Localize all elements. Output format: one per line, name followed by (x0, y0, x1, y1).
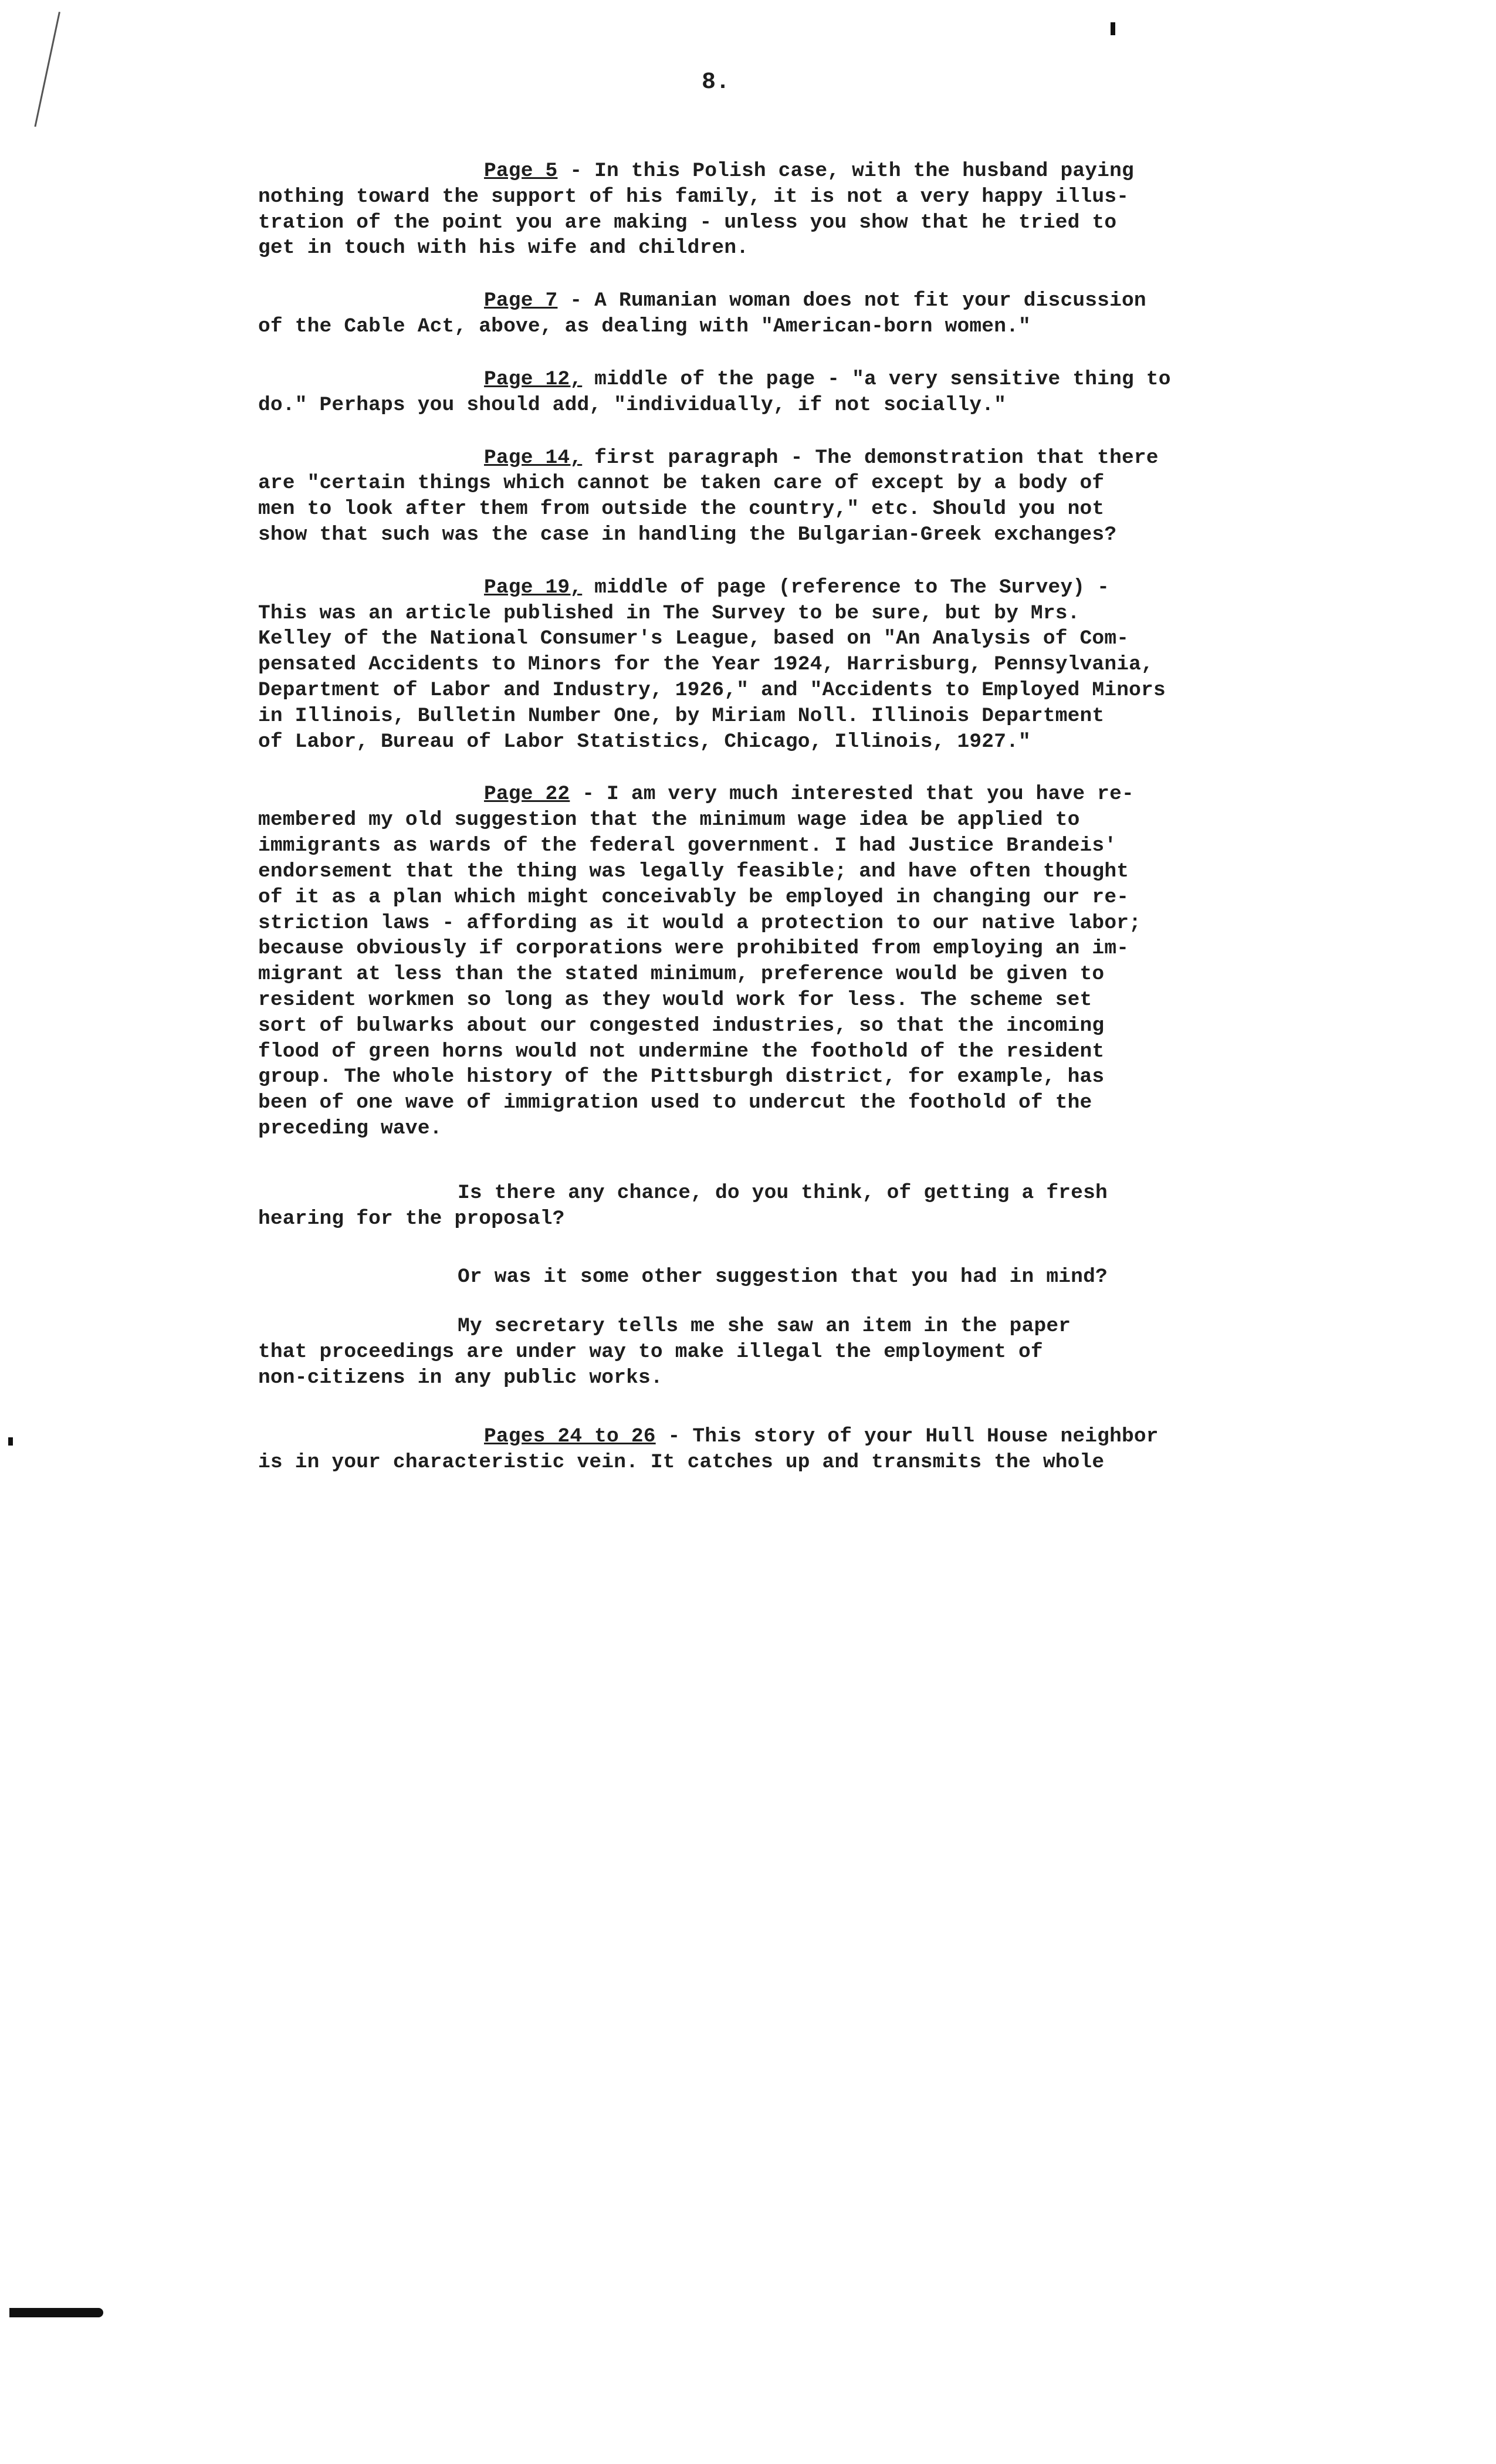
page-ref: Page 5 (484, 160, 558, 182)
scan-mark-left (8, 1437, 13, 1446)
paragraph-text: Or was it some other suggestion that you had in mind? (458, 1265, 1108, 1289)
page-ref: Page 22 (484, 783, 570, 806)
page-ref: Page 7 (484, 289, 558, 313)
page-ref: Page 19, (484, 576, 583, 599)
paragraph-page-14 (258, 445, 1314, 548)
page-ref: Pages 24 to 26 (484, 1424, 656, 1448)
paragraph-pages-24-26 (258, 1424, 1314, 1475)
paragraph-page-12 (258, 367, 1314, 418)
paragraph-text: My secretary tells me she saw an item in the paper that proceedings are under way to make illegal the employment of non-citizens in any public works. (258, 1315, 1071, 1389)
paragraph-page-22 (258, 781, 1314, 1141)
paragraph-text: first paragraph - The demonstration that there are "certain things which cannot be taken care of except by a body of men to look after them from outside the country," etc. Should you not show that such was the case in handling the Bulgarian-Greek exchanges? (258, 446, 1159, 546)
page-number: 8. (702, 69, 730, 96)
paragraph-page-7 (258, 288, 1314, 340)
paragraph-page-5 (258, 158, 1314, 261)
scan-mark-bottom (9, 2308, 103, 2317)
paragraph-text: - A Rumanian woman does not fit your discussion of the Cable Act, above, as dealing with "American-born women." (258, 289, 1146, 339)
scan-edge-line (34, 12, 60, 127)
page-ref: Page 14, (484, 446, 583, 469)
paragraph-page-19 (258, 575, 1314, 755)
paragraph-secretary (258, 1314, 1314, 1390)
letter-body (258, 158, 1314, 1502)
paragraph-fresh-hearing (258, 1180, 1314, 1232)
paragraph-text: middle of page (reference to The Survey) - This was an article published in The Survey to be sure, but by Mrs. Kelley of the National Consumer's League, based on "An Analysis of Com- pensated Accidents to Minors for the Year 1924, Harrisburg, Pennsylvania, Department of Labor and Industry, 1926," and "Accidents to Employed Minors in Illinois, Bulletin Number One, by Miriam Noll. Illinois Department of Labor, Bureau of Labor Statistics, Chicago, Illinois, 1927." (258, 576, 1166, 753)
paragraph-text: middle of the page - "a very sensitive thing to do." Perhaps you should add, "individually, if not socially." (258, 367, 1171, 417)
paragraph-text: - I am very much interested that you have re- membered my old suggestion that the minimum wage idea be applied to immigrants as wards of the federal government. I had Justice Brandeis' endorsement that the thing was legally feasible; and have often thought of it as a plan which might conceivably be employed in changing our re- striction laws - affording as it would a protection to our native labor; because obviously if corporations were prohibited from employing an im- migrant at less than the stated minimum, preference would be given to resident workmen so long as they would work for less. The scheme set sort of bulwarks about our congested industries, so that the incoming flood of green horns would not undermine the foothold of the resident group. The whole history of the Pittsburgh district, for example, has been of one wave of immigration used to undercut the foothold of the preceding wave. (258, 783, 1142, 1140)
paragraph-other-suggestion (258, 1264, 1314, 1290)
scan-mark-top (1111, 22, 1115, 35)
page-ref: Page 12, (484, 367, 583, 391)
paragraph-text: - This story of your Hull House neighbor is in your characteristic vein. It catches up and transmits the whole (258, 1424, 1159, 1474)
paragraph-text: - In this Polish case, with the husband paying nothing toward the support of his family, it is not a very happy illus- tration of the point you are making - unless you show that he tried to get in touch with his wife and children. (258, 160, 1134, 260)
paragraph-text: Is there any chance, do you think, of getting a fresh hearing for the proposal? (258, 1181, 1108, 1230)
